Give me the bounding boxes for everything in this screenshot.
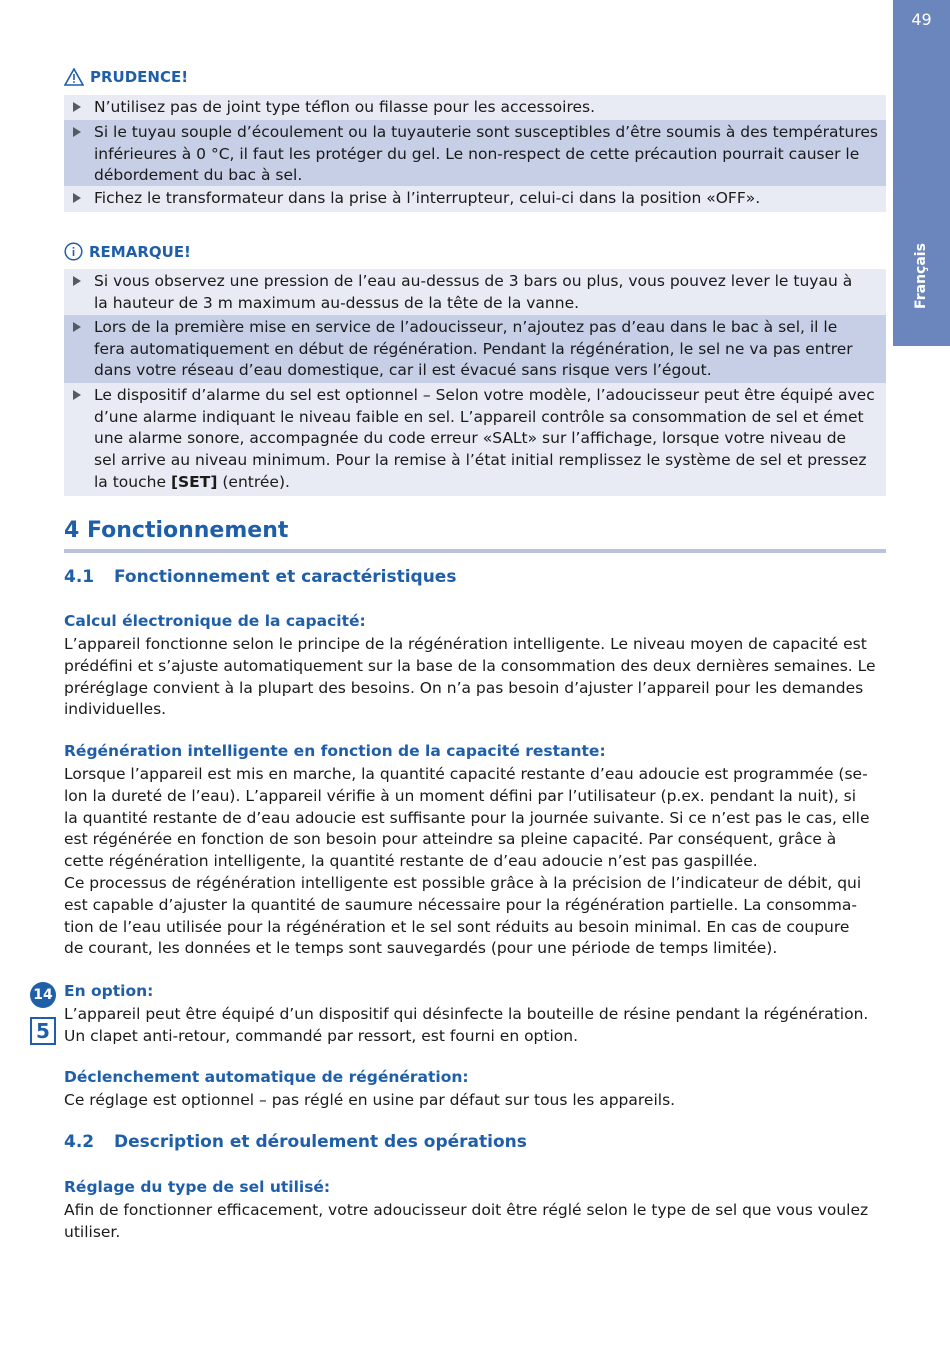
- section-title: Fonctionnement: [86, 518, 289, 543]
- prudence-item-2-line-1: Si le tuyau souple d’écoulement ou la tuyauterie sont susceptibles d’être soumis à des températures: [94, 123, 878, 141]
- figure-5-icon: 5: [30, 1017, 56, 1045]
- remarque-item-1-line-2: la hauteur de 3 m maximum au-dessus de la tête de la vanne.: [94, 293, 580, 312]
- remarque-item-3: [64, 383, 886, 496]
- prudence-item-2-line-2: inférieures à 0 °C, il faut les protéger du gel. Le non-respect de cette précaution pourrait causer le: [94, 144, 860, 163]
- regen-line-3: la quantité restante de d’eau adoucie est suffisante pour la journée suivante. Si ce n’est pas le cas, elle: [64, 808, 870, 827]
- option-paragraph: [64, 1004, 886, 1048]
- prudence-item-3: [64, 186, 886, 212]
- remarque-item-2-line-3: dans votre réseau d’eau domestique, car il est évacué sans risque vers l’égout.: [94, 361, 712, 380]
- regen-line-7: est capable d’ajuster la quantité de saumure nécessaire pour la régénération partielle. La consomma-: [64, 895, 857, 914]
- remarque-title: [64, 242, 191, 261]
- set-key: [SET]: [170, 472, 218, 491]
- remarque-item-1-line-1: Si vous observez une pression de l’eau au-dessus de 3 bars ou plus, vous pouvez lever le tuyau à: [94, 272, 853, 290]
- calcul-line-3: préréglage convient à la plupart des besoins. On n’a pas besoin d’ajuster l’appareil pour les demandes: [64, 678, 864, 697]
- bullet-arrow-icon: [73, 102, 81, 112]
- prudence-item-3-text: Fichez le transformateur dans la prise à l’interrupteur, celui-ci dans la position «OFF».: [94, 189, 761, 207]
- subsection-4-2-heading: [64, 1132, 527, 1152]
- figure-14-icon: 14: [30, 982, 56, 1008]
- regen-line-8: tion de l’eau utilisée pour la régénération et le sel sont réduits au besoin minimal. En cas de coupure: [64, 917, 850, 936]
- subsection-4-1-heading: [64, 567, 456, 587]
- regen-line-4: est régénérée en fonction de son besoin pour atteindre sa pleine capacité. Par conséquent, grâce à: [64, 830, 837, 849]
- prudence-item-2: [64, 120, 886, 189]
- remarque-item-2-line-2: fera automatiquement en début de régénération. Pendant la régénération, le sel ne va pas entrer: [94, 339, 853, 358]
- remarque-item-3-line-5: [94, 472, 878, 494]
- regen-line-6: Ce processus de régénération intelligente est possible grâce à la précision de l’indicateur de débit, qui: [64, 873, 862, 892]
- sel-line-2: utiliser.: [64, 1222, 121, 1241]
- calcul-line-4: individuelles.: [64, 700, 167, 719]
- page-number: 49: [911, 10, 932, 29]
- remarque-item-2-line-1: Lors de la première mise en service de l’adoucisseur, n’ajoutez pas d’eau dans le bac à sel, il le: [94, 318, 838, 336]
- warning-icon: [64, 68, 84, 86]
- regen-line-5: cette régénération intelligente, la quantité restante de d’eau adoucie n’est pas gaspillée.: [64, 852, 758, 871]
- prudence-title-text: PRUDENCE!: [90, 68, 189, 86]
- prudence-title: [64, 68, 188, 86]
- calcul-heading: Calcul électronique de la capacité:: [64, 612, 366, 630]
- regen-paragraph: [64, 764, 886, 960]
- regen-line-9: de courant, les données et le temps sont sauvegardés (pour une période de temps limitée).: [64, 939, 778, 958]
- bullet-arrow-icon: [73, 127, 81, 137]
- option-heading: En option:: [64, 982, 154, 1000]
- regen-line-1: Lorsque l’appareil est mis en marche, la quantité capacité restante d’eau adoucie est programmée (se-: [64, 765, 868, 783]
- section-number: 4: [64, 518, 80, 543]
- auto-heading: Déclenchement automatique de régénération:: [64, 1068, 469, 1086]
- section-heading: [64, 518, 288, 543]
- remarque-item-3-line-4: sel arrive au niveau minimum. Pour la remise à l’état initial remplissez le système de sel et pressez: [94, 451, 867, 470]
- auto-line-1: Ce réglage est optionnel – pas réglé en usine par défaut sur tous les appareils.: [64, 1091, 676, 1109]
- subsection-number: 4.1: [64, 567, 95, 587]
- option-line-1: L’appareil peut être équipé d’un dispositif qui désinfecte la bouteille de résine pendant la régénération.: [64, 1005, 869, 1023]
- regen-line-2: lon la dureté de l’eau). L’appareil vérifie à un moment défini par l’utilisateur (p.ex. pendant la nuit), si: [64, 786, 857, 805]
- subsection-title: Description et déroulement des opérations: [114, 1132, 527, 1152]
- language-tab: [893, 0, 950, 346]
- sel-paragraph: [64, 1200, 886, 1244]
- section-rule: [64, 549, 886, 553]
- subsection-title: Fonctionnement et caractéristiques: [114, 567, 457, 587]
- bullet-arrow-icon: [73, 193, 81, 203]
- remarque-item-2: [64, 315, 886, 384]
- prudence-item-1: [64, 95, 886, 121]
- remarque-item-3-line-2: d’une alarme indiquant le niveau faible en sel. L’appareil contrôle sa consommation de sel et émet: [94, 407, 864, 426]
- bullet-arrow-icon: [73, 322, 81, 332]
- subsection-number: 4.2: [64, 1132, 95, 1152]
- bullet-arrow-icon: [73, 276, 81, 286]
- regen-heading: Régénération intelligente en fonction de la capacité restante:: [64, 742, 606, 760]
- set-prefix: la touche: [94, 472, 166, 491]
- bullet-arrow-icon: [73, 390, 81, 400]
- info-icon: [64, 242, 83, 261]
- prudence-item-2-line-3: débordement du bac à sel.: [94, 166, 303, 185]
- language-label: Français: [913, 243, 929, 309]
- sel-heading: Réglage du type de sel utilisé:: [64, 1178, 331, 1196]
- set-suffix: (entrée).: [222, 472, 290, 491]
- calcul-line-1: L’appareil fonctionne selon le principe de la régénération intelligente. Le niveau moyen de capacité est: [64, 635, 867, 653]
- calcul-paragraph: [64, 634, 886, 721]
- remarque-item-3-line-1: Le dispositif d’alarme du sel est optionnel – Selon votre modèle, l’adoucisseur peut être équipé avec: [94, 386, 875, 404]
- option-line-2: Un clapet anti-retour, commandé par ressort, est fourni en option.: [64, 1026, 579, 1045]
- remarque-item-3-line-3: une alarme sonore, accompagnée du code erreur «SALt» sur l’affichage, lorsque votre niveau de: [94, 429, 847, 448]
- calcul-line-2: prédéfini et s’ajuste automatiquement sur la base de la consommation des deux dernières semaines. Le: [64, 656, 876, 675]
- sel-line-1: Afin de fonctionner efficacement, votre adoucisseur doit être réglé selon le type de sel que vous voulez: [64, 1201, 869, 1219]
- remarque-item-1: [64, 269, 886, 316]
- auto-paragraph: [64, 1090, 886, 1112]
- remarque-title-text: REMARQUE!: [89, 242, 191, 261]
- prudence-item-1-text: N’utilisez pas de joint type téflon ou filasse pour les accessoires.: [94, 98, 596, 116]
